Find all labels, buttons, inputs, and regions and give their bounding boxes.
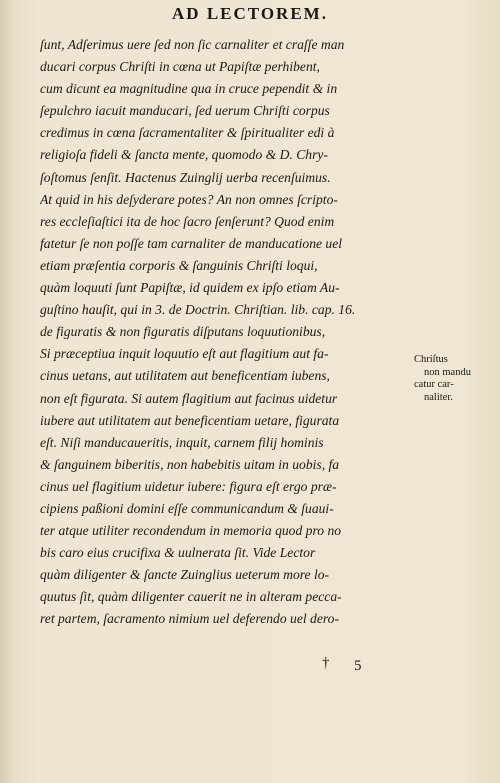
text-line: quàm diligenter & ſancte Zuinglius ueterum more lo- [40, 567, 330, 583]
text-line: eſt. Niſi manducaueritis, inquit, carnem filij hominis [40, 434, 324, 450]
margin-note-line: Chriſtus [414, 354, 448, 365]
text-line: bis caro eius crucifixa & uulnerata ſit. Vide Lector [40, 545, 316, 561]
body-text [40, 34, 415, 631]
margin-note-line: catur car- [414, 379, 454, 390]
text-line: ſunt, Adſerimus uere ſed non ſic carnaliter et craſſe man [40, 37, 345, 52]
signature-mark-number: 5 [354, 658, 362, 674]
text-line: & ſanguinem biberitis, non habebitis uitam in uobis, fa [40, 456, 340, 472]
text-line: At quid in his deſyderare potes? An non omnes ſcripto- [40, 191, 338, 207]
text-line: Si præceptiua inquit loquutio eſt aut flagitium aut fa- [40, 346, 329, 362]
text-line: quàm loquuti ſunt Papiſtæ, id quidem ex ipſo etiam Au- [40, 280, 340, 296]
text-line: ter atque utiliter recondendum in memoria quod pro no [40, 523, 342, 539]
text-line: ſoſtomus ſenſit. Hactenus Zuinglij uerba recenſuimus. [40, 169, 331, 185]
margin-note-line: non mandu [424, 366, 471, 378]
text-line: ret partem, ſacramento nimium uel deferendo uel dero- [40, 611, 339, 627]
text-line: cinus uel flagitium uidetur iubere: figura eſt ergo præ- [40, 478, 337, 494]
signature-mark-symbol: † [322, 655, 330, 671]
signature-mark [0, 655, 500, 675]
margin-note [412, 354, 496, 404]
text-line: fatetur ſe non poſſe tam carnaliter de manducatione uel [40, 235, 343, 251]
text-line: cum dicunt ea magnitudine qua in cruce pependit & in [40, 81, 338, 97]
text-line: quutus ſit, quàm diligenter cauerit ne in alteram pecca- [40, 589, 342, 605]
text-line: cinus uetans, aut utilitatem aut beneficentiam iubens, [40, 368, 330, 384]
text-line: cipiens paßioni domini eſſe communicandum & ſuaui- [40, 500, 334, 516]
running-header: AD LECTOREM. [172, 4, 328, 23]
text-line: iubere aut utilitatem aut beneficentiam uetare, figurata [40, 412, 340, 428]
text-line: res eccleſiaſtici ita de hoc ſacro ſenſerunt? Quod enim [40, 213, 335, 229]
text-line: ducari corpus Chriſti in cœna ut Papiſtæ perhibent, [40, 59, 320, 75]
text-line: religioſa fideli & ſancta mente, quomodo & D. Chry- [40, 147, 328, 163]
margin-note-line: naliter. [424, 391, 453, 403]
text-line: credimus in cœna ſacramentaliter & ſpiritualiter edi à [40, 125, 335, 141]
text-line: etiam præſentia corporis & ſanguinis Chriſti loqui, [40, 257, 318, 273]
text-line: ſepulchro iacuit manducari, ſed uerum Chriſti corpus [40, 103, 330, 119]
text-line: guſtino hauſit, qui in 3. de Doctrin. Chriſtian. lib. cap. 16. [40, 302, 356, 318]
text-line: de figuratis & non figuratis diſputans loquutionibus, [40, 324, 326, 340]
text-line: non eſt figurata. Si autem flagitium aut facinus uidetur [40, 390, 338, 406]
